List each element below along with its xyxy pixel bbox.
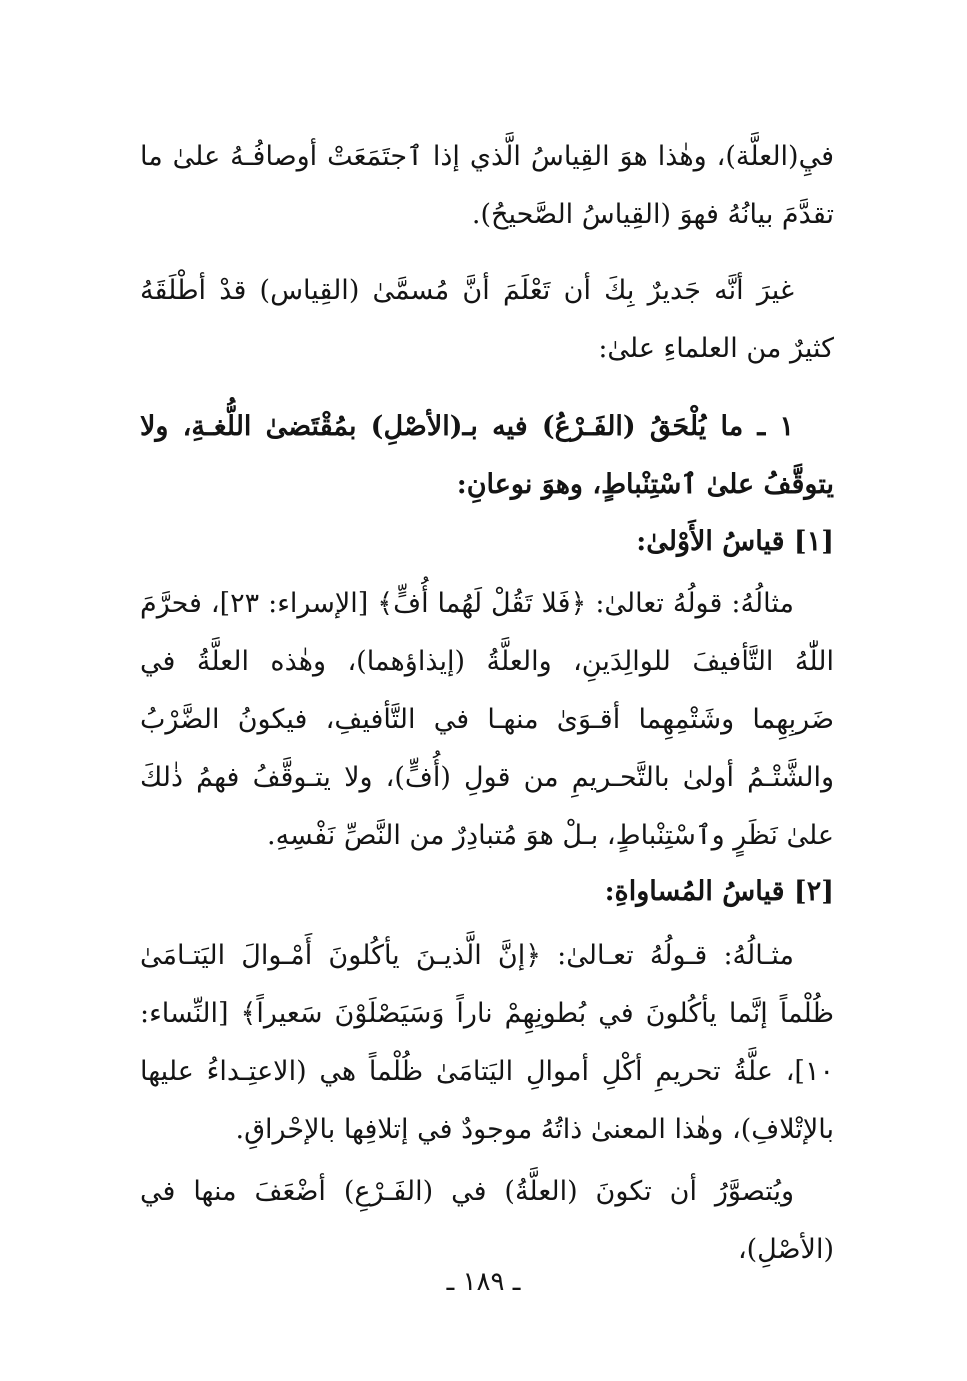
page-number: ـ ١٨٩ ـ (446, 1267, 521, 1297)
paragraph-qiyas-musawat-example: مثـالُهُ: قـولُهُ تعـالىٰ: ﴿إنَّ الَّذيـنَ يأكُلونَ أَمْـوالَ اليَتـامَىٰ ظُلْماً إنَّما يأكُلونَ في بُطونِهِمْ ناراً وَسَيَصْلَوْنَ سَعيراً﴾ [النِّساء: ١٠]، علَّةُ تحريمِ أكْلِ أموالِ اليَتامَىٰ ظُلْماً هي (الاعتِـداءُ عليها بالإتْلافِ)، وهٰذا المعنىٰ ذاتُهُ موجودٌ في إتلافِها بالإحْراقِ. (140, 940, 834, 1145)
paragraph-scholars-usage: غيرَ أنَّه جَديرٌ بِكَ أن تَعْلَمَ أنَّ مُسمَّىٰ (القِياس) قدْ أطْلَقَهُ كثيرٌ من العلماءِ علىٰ: (140, 275, 834, 364)
paragraph-weaker-cause: ويُتصوَّرُ أن تكونَ (العلَّةُ) في (الفَـرْعِ) أضْعَفَ منها في (الأصْلِ)، (140, 1176, 834, 1265)
paragraph-linguistic-analogy: ١ ـ ما يُلْحَقُ (الفَـرْعُ) فيه بـ(الأصْلِ) بمُقْتَضىٰ اللُّغـةِ، ولا يتوقَّفُ علىٰ ٱسْتِنْباطٍ، وهوَ نوعانِ: (140, 411, 834, 500)
paragraph-qiyas-awla-example: مثالُهُ: قولُهُ تعالىٰ: ﴿فَلا تَقُلْ لَهُما أُفٍّ﴾ [الإسراء: ٢٣]، فحرَّمَ اللّٰهُ التَّأفيفَ للوالِدَينِ، والعلَّةُ (إيذاؤهما)، وهٰذه العلَّةُ في ضَربِهِما وشَتْمِهِما أقـوَىٰ منهـا في التَّأفيفِ، فيكونُ الضَّرْبُ والشَّتْـمُ أولىٰ بالتَّحـريمِ من قولِ (أُفٍّ)، ولا يتـوقَّفُ فهمُ ذٰلكَ علىٰ نَظَرٍ وٱسْتِنْباطٍ، بـلْ هوَ مُتبادِرٌ من النَّصِّ نَفْسِهِ. (140, 588, 834, 851)
heading-qiyas-awla: [١] قياسُ الأَوْلىٰ: (636, 526, 834, 557)
heading-qiyas-musawat: [٢] قياسُ المُساواةِ: (604, 876, 834, 907)
paragraph-analogy-definition: فيِ(العلَّة)، وهٰذا هوَ القِياسُ الَّذي إذا ٱجتَمَعَتْ أوصافُـهُ علىٰ ما تقدَّمَ بيانُهُ فهوَ (القِياسُ الصَّحيحُ). (140, 141, 834, 230)
